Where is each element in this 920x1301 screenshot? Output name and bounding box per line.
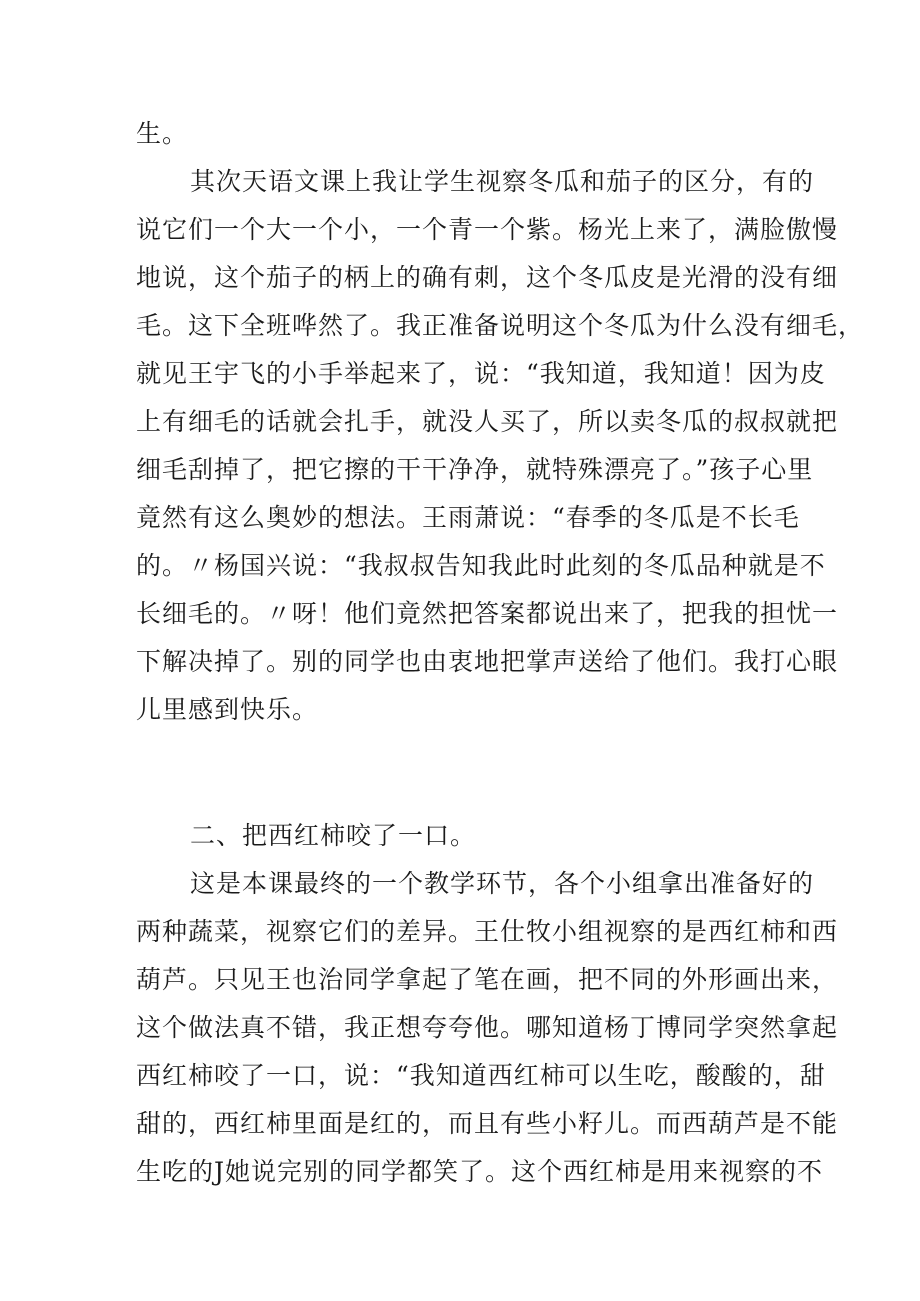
text-line: 儿里感到快乐。 bbox=[136, 695, 319, 724]
text-line: 葫芦。只见王也治同学拿起了笔在画，把不同的外形画出来， bbox=[136, 965, 839, 994]
text-line: 细毛刮掉了，把它擦的干干净净，就特殊漂亮了。”孩子心里 bbox=[136, 455, 814, 484]
text-line: 长细毛的。〃呀！他们竟然把答案都说出来了，把我的担忧一 bbox=[136, 599, 839, 628]
section-heading: 二、把西红柿咬了一口。 bbox=[190, 821, 477, 850]
text-line: 竟然有这么奥妙的想法。王雨萧说：“春季的冬瓜是不长毛 bbox=[136, 503, 800, 532]
text-line: 地说，这个茄子的柄上的确有刺，这个冬瓜皮是光滑的没有细 bbox=[136, 263, 839, 292]
text-line: 其次天语文课上我让学生视察冬瓜和茄子的区分，有的 bbox=[190, 167, 815, 196]
text-line: 这是本课最终的一个教学环节，各个小组拿出准备好的 bbox=[190, 869, 815, 898]
text-line: 西红柿咬了一口，说：“我知道西红柿可以生吃，酸酸的，甜 bbox=[136, 1061, 826, 1090]
text-line: 这个做法真不错，我正想夸夸他。哪知道杨丁博同学突然拿起 bbox=[136, 1013, 839, 1042]
text-line: 甜的，西红柿里面是红的，而且有些小籽儿。而西葫芦是不能 bbox=[136, 1109, 839, 1138]
text-line: 下解决掉了。别的同学也由衷地把掌声送给了他们。我打心眼 bbox=[136, 647, 839, 676]
text-line: 上有细毛的话就会扎手，就没人买了，所以卖冬瓜的叔叔就把 bbox=[136, 407, 839, 436]
text-line: 就见王宇飞的小手举起来了，说：“我知道，我知道！因为皮 bbox=[136, 359, 826, 388]
text-line: 生。 bbox=[136, 119, 189, 148]
text-line: 毛。这下全班哗然了。我正准备说明这个冬瓜为什么没有细毛， bbox=[136, 311, 865, 340]
text-line: 两种蔬菜，视察它们的差异。王仕牧小组视察的是西红柿和西 bbox=[136, 917, 839, 946]
text-line: 说它们一个大一个小，一个青一个紫。杨光上来了，满脸傲慢 bbox=[136, 215, 839, 244]
text-line: 生吃的J她说完别的同学都笑了。这个西红柿是用来视察的不 bbox=[136, 1157, 824, 1186]
text-line: 的。〃杨国兴说：“我叔叔告知我此时此刻的冬瓜品种就是不 bbox=[136, 551, 826, 580]
